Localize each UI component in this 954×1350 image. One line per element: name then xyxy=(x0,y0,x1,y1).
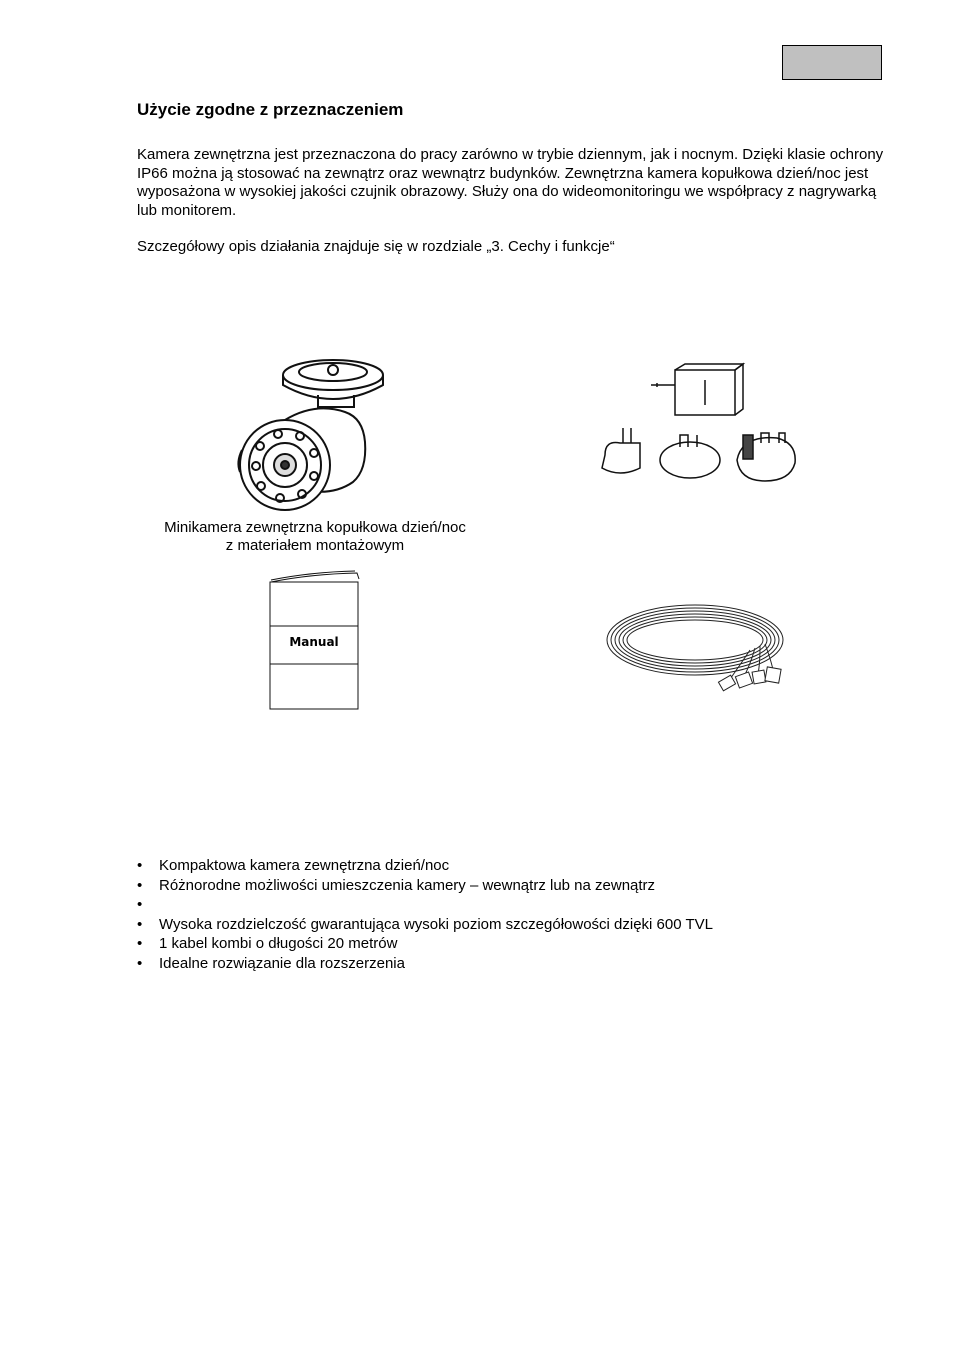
manual-label: Manual xyxy=(289,635,339,649)
section-heading: Użycie zgodne z przeznaczeniem xyxy=(137,100,404,119)
manual-illustration xyxy=(265,568,365,713)
language-box xyxy=(782,45,882,80)
cable-illustration xyxy=(600,598,800,703)
feature-item: • Różnorodne możliwości umieszczenia kamery – wewnątrz lub na zewnątrz xyxy=(137,876,713,896)
feature-item: • Kompaktowa kamera zewnętrzna dzień/noc xyxy=(137,856,713,876)
features-list xyxy=(137,856,713,973)
reference-paragraph: Szczegółowy opis działania znajduje się w rozdziale „3. Cechy i funkcje“ xyxy=(137,238,615,255)
feature-item xyxy=(137,895,713,915)
feature-item: • Wysoka rozdzielczość gwarantująca wysoki poziom szczegółowości dzięki 600 TVL xyxy=(137,915,713,935)
feature-item: • 1 kabel kombi o długości 20 metrów xyxy=(137,934,713,954)
camera-caption-line1: Minikamera zewnętrzna kopułkowa dzień/noc xyxy=(164,519,466,536)
power-adapter-illustration xyxy=(595,355,805,490)
description-paragraph: Kamera zewnętrzna jest przeznaczona do pracy zarówno w trybie dziennym, jak i nocnym. Dzięki klasie ochrony IP66 można ją stosować na zewnątrz oraz wewnątrz budynków. Zewnętrzna kamera kopułkowa dzień/noc jest wyposażona w wysokiej jakości czujnik obrazowy. Służy ona do wideomonitoringu we współpracy z nagrywarką lub monitorem. xyxy=(137,146,884,219)
feature-item: • Idealne rozwiązanie dla rozszerzenia xyxy=(137,954,713,974)
camera-illustration xyxy=(230,350,400,515)
camera-caption xyxy=(140,519,490,555)
camera-caption-line2: z materiałem montażowym xyxy=(225,537,405,554)
